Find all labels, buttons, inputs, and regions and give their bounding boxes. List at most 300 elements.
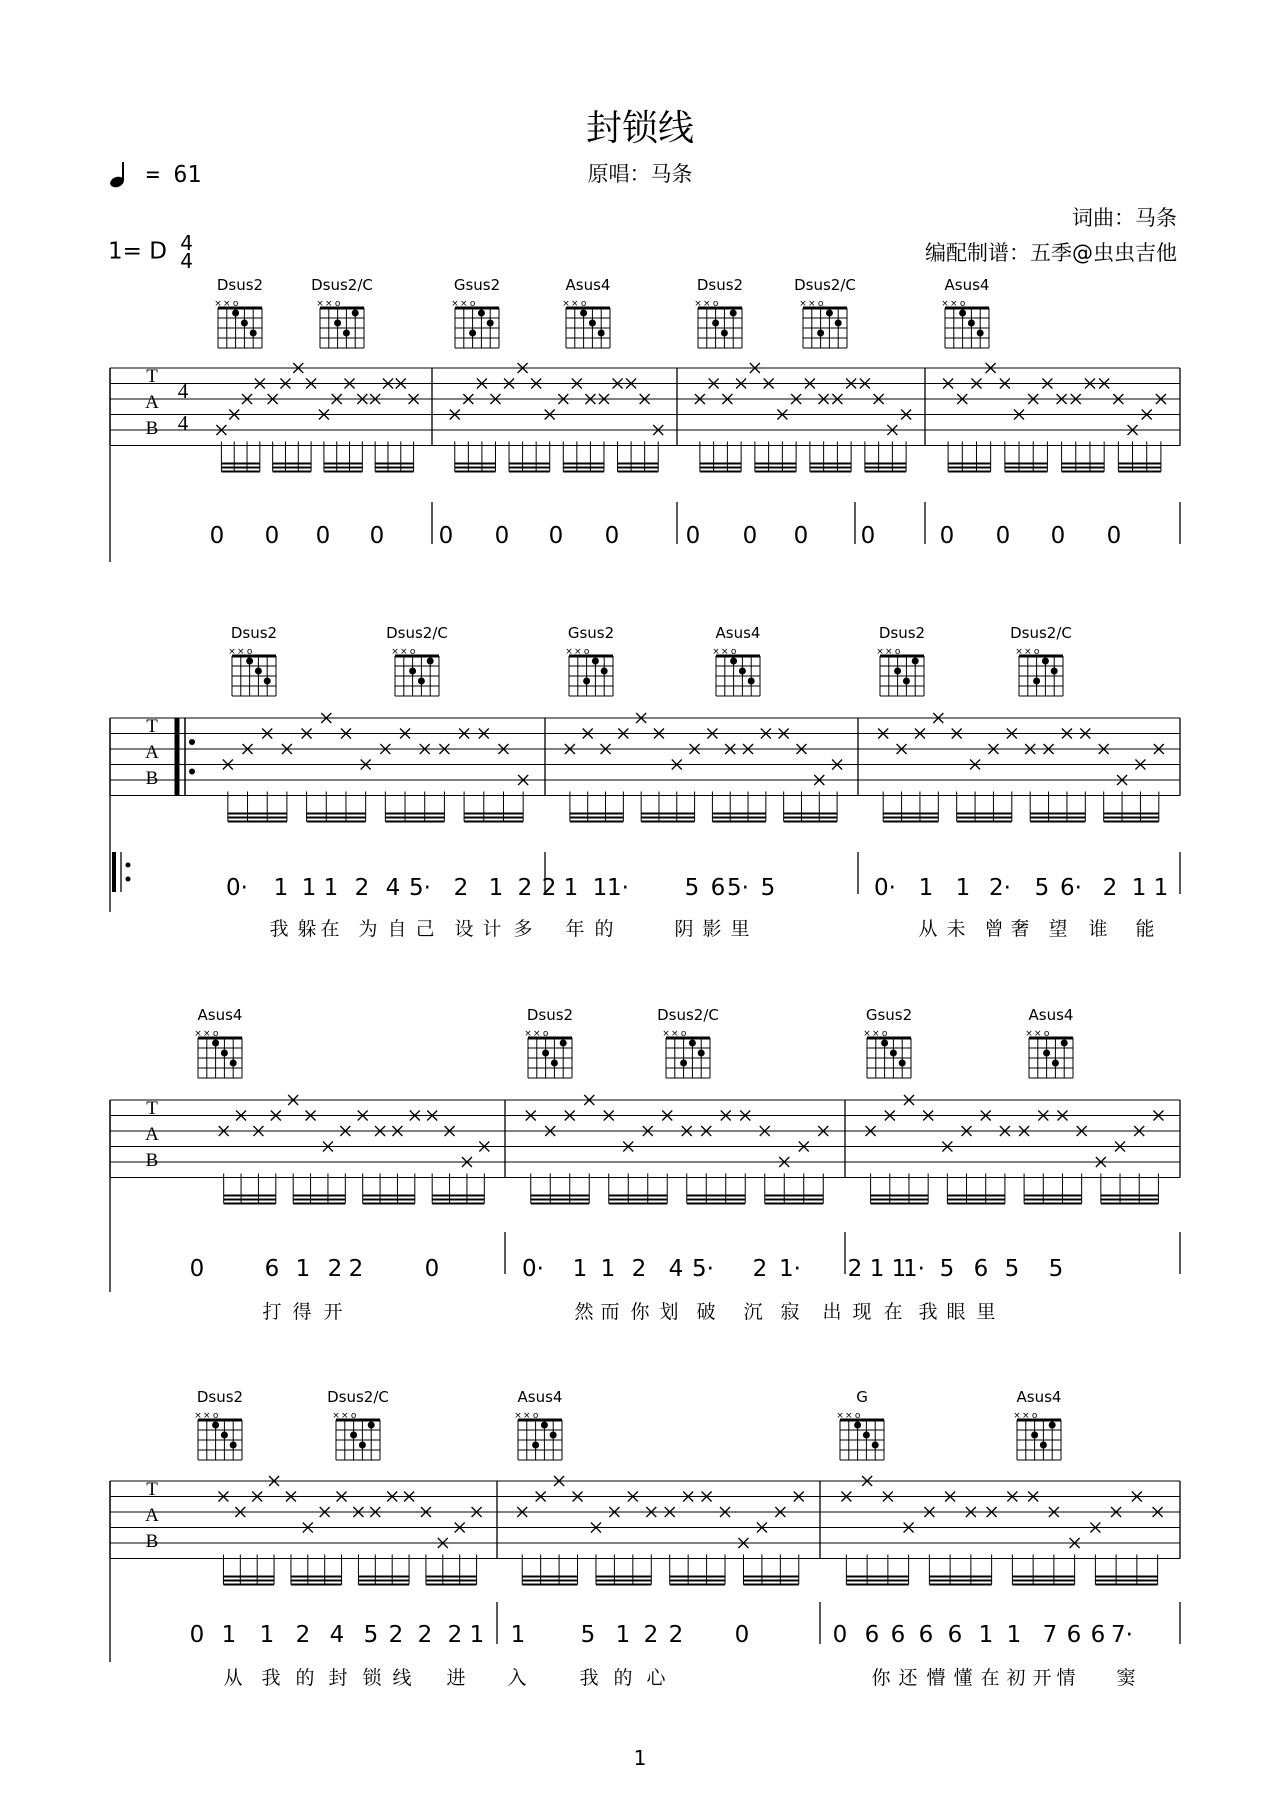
jianpu-note: 0 [264,523,280,549]
chord-open-mute-mark: × [799,299,807,309]
jianpu-note: 1 [955,875,971,901]
chord-open-mute-mark: o [532,1411,539,1421]
lyric-char: 出 [822,1301,842,1323]
chord-name: Dsus2/C [794,276,856,294]
lyric-char: 懂 [953,1667,973,1689]
chord-open-mute-mark: × [533,1029,541,1039]
chord-open-mute-mark: o [959,299,966,309]
chord-finger-dot [551,1060,558,1067]
chord-finger-dot [418,678,425,685]
chord-finger-dot [352,310,359,317]
chord-open-mute-mark: × [836,1411,844,1421]
repeat-dot [189,739,195,745]
chord-name: Asus4 [197,1006,243,1024]
lyric-char: 懵 [926,1667,946,1689]
chord-finger-dot [912,658,919,665]
chord-finger-dot [689,1040,696,1047]
lyric-char: 己 [415,918,435,940]
jianpu-note: 1 [488,875,504,901]
tempo-value: = 61 [145,162,202,188]
chord-open-mute-mark: o [712,299,719,309]
jianpu-note: 5 [1004,1256,1020,1282]
jianpu-note: 2 [453,875,469,901]
lyric-char: 我 [918,1301,938,1323]
jianpu-note: 2 [847,1256,863,1282]
jianpu-note: 5· [692,1256,714,1282]
jianpu-note: 1 [1006,1622,1022,1648]
chord-finger-dot [343,330,350,337]
jianpu-note: 1 1 [1131,875,1169,901]
lyric-char: 开 [323,1301,343,1323]
lyric-char: 影 [702,918,722,940]
lyric-char: 锁 [362,1667,382,1689]
lyric-char: 沉 [743,1301,763,1323]
chord-open-mute-mark: × [1013,1411,1021,1421]
lyric-char: 划 [659,1301,679,1323]
chord-open-mute-mark: × [694,299,702,309]
chord-open-mute-mark: o [583,647,590,657]
lyric-char: 你 [871,1667,891,1689]
chord-finger-dot [241,320,248,327]
lyric-char: 望 [1048,918,1068,940]
tab-clef-letter: A [145,392,159,413]
chord-name: Dsus2/C [311,276,373,294]
jianpu-note: 6 [1090,1622,1106,1648]
lyric-char: 年 [565,918,585,940]
jianpu-note: 1 1 [869,1256,907,1282]
chord-open-mute-mark: × [1022,1411,1030,1421]
lyric-char: 窦 [1116,1667,1136,1689]
jianpu-note: 1 [295,1256,311,1282]
chord-open-mute-mark: × [565,647,573,657]
lyric-char: 未 [946,918,966,940]
chord-name: Gsus2 [567,624,615,642]
original-singer: 原唱：马条 [587,162,693,186]
lyric-char: 初 [1006,1667,1026,1689]
lyric-char: 我 [269,918,289,940]
jianpu-note: 0· [874,875,896,901]
chord-name: Gsus2 [865,1006,913,1024]
lyric-char: 在 [320,918,340,940]
chord-finger-dot [583,678,590,685]
chord-finger-dot [1051,668,1058,675]
jianpu-note: 5 [1034,875,1050,901]
lyric-char: 自 [387,918,407,940]
chord-finger-dot [712,320,719,327]
chord-finger-dot [334,320,341,327]
chord-open-mute-mark: × [671,1029,679,1039]
chord-open-mute-mark: o [409,647,416,657]
chord-finger-dot [221,1050,228,1057]
jianpu-note: 1 [978,1622,994,1648]
chord-finger-dot [542,1050,549,1057]
lyric-char: 躲 [297,918,317,940]
jianpu-note: 0 [604,523,620,549]
chord-open-mute-mark: o [1043,1029,1050,1039]
jianpu-note: 1 [469,1622,485,1648]
chord-open-mute-mark: o [680,1029,687,1039]
tab-clef-letter: B [145,1150,159,1171]
jianpu-note: 1 [600,1256,616,1282]
tab-clef-letter: T [146,716,158,737]
tab-clef-letter: T [146,1479,158,1500]
chord-finger-dot [580,310,587,317]
chord-open-mute-mark: × [194,1411,202,1421]
chord-finger-dot [1043,1050,1050,1057]
lyric-char: 现 [852,1301,872,1323]
chord-name: Dsus2 [216,276,264,294]
chord-name: Dsus2/C [1010,624,1072,642]
chord-finger-dot [903,678,910,685]
chord-open-mute-mark: × [391,647,399,657]
chord-name: Dsus2/C [657,1006,719,1024]
chord-open-mute-mark: o [212,1029,219,1039]
jianpu-note: 2 [388,1622,404,1648]
jianpu-note: 2 [1102,875,1118,901]
chord-name: Dsus2 [196,1388,244,1406]
chord-open-mute-mark: × [400,647,408,657]
lyric-char: 在 [883,1301,903,1323]
chord-finger-dot [1040,1442,1047,1449]
lyric-char: 曾 [984,918,1004,940]
jianpu-note: 1 [510,1622,526,1648]
chord-open-mute-mark: × [237,647,245,657]
chord-finger-dot [221,1432,228,1439]
chord-open-mute-mark: × [203,1411,211,1421]
lyric-char: 开 [1032,1667,1052,1689]
jianpu-note: 2 [327,1256,343,1282]
chord-open-mute-mark: o [580,299,587,309]
jianpu-note: 6 [973,1256,989,1282]
tab-clef-letter: A [145,742,159,763]
lyric-char: 眼 [946,1301,966,1323]
chord-finger-dot [680,1060,687,1067]
chord-finger-dot [881,1040,888,1047]
chord-open-mute-mark: × [223,299,231,309]
jianpu-note: 2 [752,1256,768,1282]
jianpu-note: 4 [668,1256,684,1282]
lyric-char: 从 [918,918,938,940]
lyric-char: 进 [446,1667,466,1689]
jianpu-note: 2 [517,875,533,901]
chord-finger-dot [255,668,262,675]
chord-finger-dot [427,658,434,665]
lyric-char: 情 [1056,1667,1076,1689]
chord-open-mute-mark: × [451,299,459,309]
chord-open-mute-mark: × [712,647,720,657]
chord-finger-dot [854,1422,861,1429]
jianpu-note: 7 [1042,1622,1058,1648]
jianpu-note: 2 [354,875,370,901]
chord-open-mute-mark: × [1015,647,1023,657]
tab-clef-letter: B [145,1531,159,1552]
jianpu-note: 5· [727,875,749,901]
lyric-char: 封 [328,1667,348,1689]
chord-open-mute-mark: o [542,1029,549,1039]
jianpu-note: 0 [793,523,809,549]
notation-repeat-dot [126,863,131,868]
chord-finger-dot [826,310,833,317]
jianpu-note: 0· [522,1256,544,1282]
jianpu-note: 6 [890,1622,906,1648]
chord-name: Dsus2 [696,276,744,294]
jianpu-note: 2 [348,1256,364,1282]
lyric-char: 里 [976,1301,996,1323]
chord-open-mute-mark: × [1025,1029,1033,1039]
lyric-char: 奢 [1010,918,1030,940]
jianpu-note: 5 [939,1256,955,1282]
chord-open-mute-mark: × [514,1411,522,1421]
chord-name: G [856,1388,868,1406]
chord-open-mute-mark: × [562,299,570,309]
chord-open-mute-mark: o [881,1029,888,1039]
chord-open-mute-mark: × [1024,647,1032,657]
jianpu-note: 0 [209,523,225,549]
lyric-char: 谁 [1088,918,1108,940]
chord-name: Dsus2/C [327,1388,389,1406]
chord-open-mute-mark: × [885,647,893,657]
chord-open-mute-mark: × [662,1029,670,1039]
chord-name: Dsus2 [878,624,926,642]
lyric-char: 然 [574,1301,594,1323]
lyric-char: 能 [1135,918,1155,940]
chord-name: Dsus2 [526,1006,574,1024]
chord-name: Asus4 [565,276,611,294]
lyric-char: 心 [646,1667,666,1689]
jianpu-note: 0 [438,523,454,549]
jianpu-note: 1· [779,1256,801,1282]
lyric-char: 多 [513,918,533,940]
jianpu-note: 7· [1111,1622,1133,1648]
jianpu-note: 1 1 [301,875,339,901]
chord-open-mute-mark: × [316,299,324,309]
key-label: 1= D [108,238,167,265]
chord-open-mute-mark: × [325,299,333,309]
chord-name: Dsus2 [230,624,278,642]
chord-open-mute-mark: o [212,1411,219,1421]
chord-finger-dot [212,1040,219,1047]
jianpu-note: 5 [760,875,776,901]
jianpu-note: 6 [918,1622,934,1648]
chord-finger-dot [1061,1040,1068,1047]
time-sig-top: 4 [180,231,193,255]
chord-finger-dot [817,330,824,337]
chord-name: Asus4 [715,624,761,642]
notation-repeat-dot [126,877,131,882]
jianpu-note: 1· [607,875,629,901]
chord-open-mute-mark: o [232,299,239,309]
tab-clef-letter: T [146,366,158,387]
chord-open-mute-mark: × [876,647,884,657]
jianpu-note: 5 [684,875,700,901]
lyric-char: 我 [261,1667,281,1689]
jianpu-note: 0 [1050,523,1066,549]
jianpu-note: 2 [447,1622,463,1648]
chord-finger-dot [730,310,737,317]
chord-open-mute-mark: o [469,299,476,309]
page-number: 1 [633,1746,647,1770]
chord-open-mute-mark: o [1031,1411,1038,1421]
jianpu-note: 2 [631,1256,647,1282]
chord-finger-dot [739,668,746,675]
jianpu-note: 2 1 [541,875,579,901]
chord-finger-dot [1042,658,1049,665]
chord-finger-dot [550,1432,557,1439]
tab-clef-letter: B [145,418,159,439]
chord-finger-dot [532,1442,539,1449]
chord-finger-dot [560,1040,567,1047]
chord-finger-dot [721,330,728,337]
jianpu-note: 0 [369,523,385,549]
chord-finger-dot [350,1432,357,1439]
chord-open-mute-mark: × [332,1411,340,1421]
chord-finger-dot [698,1050,705,1057]
chord-name: Gsus2 [453,276,501,294]
chord-finger-dot [250,330,257,337]
chord-finger-dot [230,1060,237,1067]
chord-open-mute-mark: × [703,299,711,309]
chord-open-mute-mark: × [872,1029,880,1039]
lyric-char: 阴 [674,918,694,940]
jianpu-note: 2 [295,1622,311,1648]
jianpu-note: 1 [221,1622,237,1648]
chord-finger-dot [592,658,599,665]
lyric-char: 里 [730,918,750,940]
chord-open-mute-mark: × [194,1029,202,1039]
jianpu-note: 0 [742,523,758,549]
chord-open-mute-mark: × [941,299,949,309]
chord-finger-dot [890,1050,897,1057]
jianpu-note: 0 [939,523,955,549]
chord-finger-dot [1031,1432,1038,1439]
chord-name: Asus4 [1028,1006,1074,1024]
jianpu-note: 0 [548,523,564,549]
jianpu-note: 6· [1060,875,1082,901]
chord-name: Asus4 [944,276,990,294]
chord-open-mute-mark: o [894,647,901,657]
jianpu-note: 2 [643,1622,659,1648]
tab-time-signature: 4 [177,379,189,403]
jianpu-note: 2· [989,875,1011,901]
jianpu-note: 0 [1106,523,1122,549]
chord-finger-dot [968,320,975,327]
chord-open-mute-mark: o [730,647,737,657]
chord-open-mute-mark: × [228,647,236,657]
lyric-char: 从 [223,1667,243,1689]
chord-finger-dot [478,310,485,317]
chord-open-mute-mark: × [574,647,582,657]
jianpu-note: 1 [259,1622,275,1648]
jianpu-note: 5· [409,875,431,901]
jianpu-note: 0 [189,1622,205,1648]
chord-finger-dot [212,1422,219,1429]
chord-finger-dot [863,1432,870,1439]
jianpu-note: 2 [668,1622,684,1648]
chord-finger-dot [748,678,755,685]
chord-finger-dot [977,330,984,337]
chord-finger-dot [1052,1060,1059,1067]
chord-finger-dot [264,678,271,685]
chord-finger-dot [1049,1422,1056,1429]
lyric-char: 而 [600,1301,620,1323]
chord-finger-dot [598,330,605,337]
chord-open-mute-mark: o [334,299,341,309]
jianpu-note: 0 [494,523,510,549]
jianpu-note: 1 [273,875,289,901]
chord-finger-dot [246,658,253,665]
chord-finger-dot [359,1442,366,1449]
chord-open-mute-mark: o [854,1411,861,1421]
jianpu-note: 0 [860,523,876,549]
chord-finger-dot [872,1442,879,1449]
chord-open-mute-mark: × [214,299,222,309]
chord-open-mute-mark: o [350,1411,357,1421]
chord-finger-dot [232,310,239,317]
chord-open-mute-mark: × [808,299,816,309]
lyric-char: 在 [980,1667,1000,1689]
jianpu-note: 2 [417,1622,433,1648]
chord-open-mute-mark: × [721,647,729,657]
lyric-char: 得 [292,1301,312,1323]
tab-time-signature: 4 [177,411,189,435]
jianpu-note: 6 [710,875,726,901]
repeat-dot [189,769,195,775]
lyric-char: 的 [613,1667,633,1689]
chord-finger-dot [368,1422,375,1429]
jianpu-note: 0 [189,1256,205,1282]
jianpu-note: 6 [1066,1622,1082,1648]
composer-credit: 词曲：马条 [1072,206,1177,230]
chord-open-mute-mark: × [523,1411,531,1421]
chord-open-mute-mark: × [341,1411,349,1421]
tab-clef-letter: A [145,1124,159,1145]
chord-name: Asus4 [1016,1388,1062,1406]
chord-open-mute-mark: × [863,1029,871,1039]
jianpu-note: 0 [424,1256,440,1282]
chord-finger-dot [589,320,596,327]
lyric-char: 你 [630,1301,650,1323]
chord-finger-dot [230,1442,237,1449]
tab-clef-letter: B [145,768,159,789]
jianpu-note: 0 [832,1622,848,1648]
lyric-char: 的 [594,918,614,940]
tab-clef-letter: A [145,1505,159,1526]
jianpu-note: 1· [903,1256,925,1282]
lyric-char: 打 [262,1301,282,1323]
lyric-char: 入 [507,1667,527,1689]
jianpu-note: 1 [592,875,608,901]
chord-finger-dot [899,1060,906,1067]
jianpu-note: 6 [864,1622,880,1648]
lyric-char: 为 [358,918,378,940]
chord-name: Asus4 [517,1388,563,1406]
chord-open-mute-mark: × [524,1029,532,1039]
chord-finger-dot [835,320,842,327]
lyric-char: 设 [454,918,474,940]
arranger-credit: 编配制谱：五季@虫虫吉他 [925,241,1177,265]
song-title: 封锁线 [585,108,694,149]
jianpu-note: 0 [995,523,1011,549]
chord-finger-dot [601,668,608,675]
chord-finger-dot [730,658,737,665]
chord-open-mute-mark: o [246,647,253,657]
jianpu-note: 5 [1048,1256,1064,1282]
chord-open-mute-mark: × [950,299,958,309]
time-sig-bottom: 4 [180,249,193,273]
chord-finger-dot [959,310,966,317]
jianpu-note: 4 [329,1622,345,1648]
chord-open-mute-mark: × [571,299,579,309]
